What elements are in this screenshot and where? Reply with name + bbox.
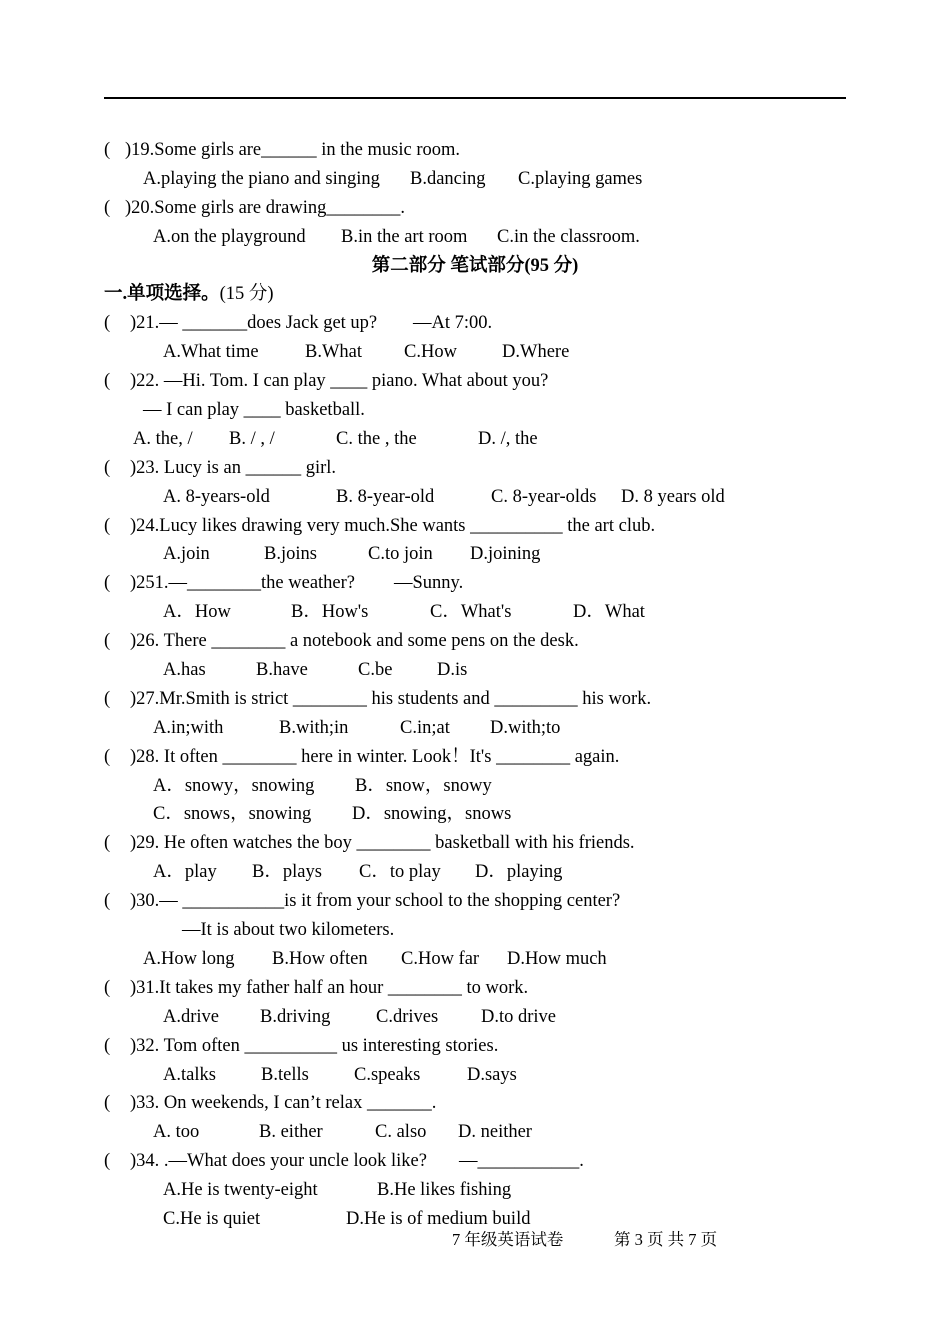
option-a: A. 8-years-old xyxy=(163,486,270,507)
dialogue-answer: —___________. xyxy=(459,1151,584,1172)
part-score: (15 分) xyxy=(219,284,274,305)
option-a: A. too xyxy=(153,1122,200,1143)
option-b: B.have xyxy=(256,660,308,681)
answer-bracket: ( xyxy=(104,746,111,767)
question-stem: )23. Lucy is an ______ girl. xyxy=(130,457,337,478)
option-d: D.He is of medium build xyxy=(346,1208,531,1229)
question-stem: )27.Mr.Smith is strict ________ his students and _________ his work. xyxy=(130,688,652,709)
answer-bracket: ( xyxy=(104,1093,111,1114)
option-d: D．playing xyxy=(475,862,563,883)
question-stem: )251.—________the weather? xyxy=(130,573,356,594)
question-23 xyxy=(0,454,950,483)
option-a: A.playing the piano and singing xyxy=(143,168,380,189)
option-d: D.says xyxy=(467,1064,517,1085)
question-22-options xyxy=(0,425,950,454)
option-b: B.joins xyxy=(264,544,317,565)
question-26 xyxy=(0,627,950,656)
option-c: C.How xyxy=(404,342,457,363)
option-b: B.driving xyxy=(260,1006,331,1027)
question-32-options xyxy=(0,1061,950,1090)
answer-bracket: ( xyxy=(104,515,111,536)
dialogue-reply: — I can play ____ basketball. xyxy=(143,400,365,421)
answer-bracket: ( xyxy=(104,457,111,478)
dialogue-reply: —It is about two kilometers. xyxy=(182,920,395,941)
question-29 xyxy=(0,829,950,858)
answer-bracket: ( xyxy=(104,977,111,998)
footer-exam-title: 7 年级英语试卷 xyxy=(452,1230,564,1249)
option-a: A. the, / xyxy=(133,428,193,449)
option-d: D.to drive xyxy=(481,1006,557,1027)
option-b: B. 8-year-old xyxy=(336,486,435,507)
question-stem: )31.It takes my father half an hour ________ to work. xyxy=(130,977,529,998)
option-a: A.in;with xyxy=(153,717,224,738)
option-b: B.dancing xyxy=(410,168,486,189)
option-b: B. / , / xyxy=(229,428,275,449)
option-c: C．to play xyxy=(359,862,441,883)
question-31-options xyxy=(0,1003,950,1032)
option-a: A.He is twenty-eight xyxy=(163,1180,318,1201)
question-28-options-cd xyxy=(0,800,950,829)
question-27-options xyxy=(0,714,950,743)
question-22-reply xyxy=(0,396,950,425)
answer-bracket: ( xyxy=(104,313,111,334)
question-25 xyxy=(0,569,950,598)
question-28 xyxy=(0,743,950,772)
question-30 xyxy=(0,887,950,916)
option-b: B.He likes fishing xyxy=(377,1180,512,1201)
question-stem: )24.Lucy likes drawing very much.She wants __________ the art club. xyxy=(130,515,656,536)
header-rule xyxy=(104,97,846,99)
question-28-options-ab xyxy=(0,772,950,801)
option-b: B.with;in xyxy=(279,717,349,738)
option-a: A.What time xyxy=(163,342,259,363)
question-22 xyxy=(0,367,950,396)
part-heading-row xyxy=(0,280,950,309)
page-footer xyxy=(0,1228,950,1252)
option-c: C．What's xyxy=(430,602,512,623)
option-a: A.drive xyxy=(163,1006,219,1027)
question-26-options xyxy=(0,656,950,685)
option-d: D. 8 years old xyxy=(621,486,725,507)
question-29-options xyxy=(0,858,950,887)
option-c: C. the , the xyxy=(336,428,417,449)
answer-bracket: ( xyxy=(104,833,111,854)
option-c: C.How far xyxy=(401,948,480,969)
option-b: B. either xyxy=(259,1122,323,1143)
option-b: B.What xyxy=(305,342,363,363)
question-34 xyxy=(0,1147,950,1176)
section-title-row xyxy=(0,252,950,281)
answer-bracket: ( xyxy=(104,891,111,912)
answer-bracket: ( xyxy=(104,140,111,160)
question-33 xyxy=(0,1089,950,1118)
option-a: A．play xyxy=(153,862,217,883)
option-b: B.tells xyxy=(261,1064,309,1085)
question-23-options xyxy=(0,483,950,512)
answer-bracket: ( xyxy=(104,1035,111,1056)
dialogue-answer: —At 7:00. xyxy=(413,313,493,334)
question-20 xyxy=(0,194,950,223)
question-21-options xyxy=(0,338,950,367)
option-d: D.Where xyxy=(502,342,570,363)
option-c: C.to join xyxy=(368,544,433,565)
option-d: D.How much xyxy=(507,948,607,969)
question-stem: )33. On weekends, I can’t relax _______. xyxy=(130,1093,437,1114)
question-stem: )32. Tom often __________ us interesting stories. xyxy=(130,1035,499,1056)
question-stem: )21.— _______does Jack get up? xyxy=(130,313,378,334)
option-d: D.with;to xyxy=(490,717,561,738)
option-c: C.playing games xyxy=(518,168,643,189)
question-stem: )30.— ___________is it from your school to the shopping center? xyxy=(130,891,621,912)
answer-bracket: ( xyxy=(104,631,111,652)
option-c: C.speaks xyxy=(354,1064,421,1085)
question-27 xyxy=(0,685,950,714)
exam-content xyxy=(0,136,950,1234)
option-b: B．How's xyxy=(291,602,369,623)
option-c: C. also xyxy=(375,1122,427,1143)
question-31 xyxy=(0,974,950,1003)
option-b: B．snow，snowy xyxy=(355,775,492,796)
option-c: C．snows，snowing xyxy=(153,804,312,825)
answer-bracket: ( xyxy=(104,197,111,218)
answer-bracket: ( xyxy=(104,573,111,594)
option-a: A.join xyxy=(163,544,210,565)
option-b: B.How often xyxy=(272,948,368,969)
question-25-options xyxy=(0,598,950,627)
question-21 xyxy=(0,309,950,338)
question-24-options xyxy=(0,540,950,569)
option-b: B.in the art room xyxy=(341,226,468,247)
option-d: D. /, the xyxy=(478,428,538,449)
question-19 xyxy=(0,136,950,165)
option-a: A.has xyxy=(163,660,206,681)
question-30-reply xyxy=(0,916,950,945)
question-34-options-ab xyxy=(0,1176,950,1205)
option-a: A.talks xyxy=(163,1064,216,1085)
option-d: D.is xyxy=(437,660,468,681)
option-c: C.be xyxy=(358,660,393,681)
question-19-options xyxy=(0,165,950,194)
part-heading-text: 一.单项选择。 xyxy=(104,284,220,305)
option-a: A．How xyxy=(163,602,231,623)
question-33-options xyxy=(0,1118,950,1147)
option-b: B．plays xyxy=(252,862,322,883)
option-d: D．What xyxy=(573,602,645,623)
question-20-options xyxy=(0,223,950,252)
question-stem: )34. .—What does your uncle look like? xyxy=(130,1151,427,1172)
answer-bracket: ( xyxy=(104,688,111,709)
part-heading xyxy=(104,280,274,309)
option-c: C.drives xyxy=(376,1006,439,1027)
question-stem: )29. He often watches the boy ________ basketball with his friends. xyxy=(130,833,635,854)
option-a: A.on the playground xyxy=(153,226,306,247)
answer-bracket: ( xyxy=(104,1151,111,1172)
option-c: C. 8-year-olds xyxy=(491,486,597,507)
question-stem: )26. There ________ a notebook and some pens on the desk. xyxy=(130,631,579,652)
dialogue-answer: —Sunny. xyxy=(394,573,464,594)
option-d: D.joining xyxy=(470,544,541,565)
option-d: D．snowing，snows xyxy=(352,804,512,825)
answer-bracket: ( xyxy=(104,371,111,392)
question-stem: )20.Some girls are drawing________. xyxy=(125,197,406,218)
option-d: D. neither xyxy=(458,1122,532,1143)
footer-page-number: 第 3 页 共 7 页 xyxy=(614,1230,718,1249)
question-stem: )19.Some girls are______ in the music room. xyxy=(125,140,461,160)
question-32 xyxy=(0,1032,950,1061)
section-title: 第二部分 笔试部分(95 分) xyxy=(371,255,579,276)
question-30-options xyxy=(0,945,950,974)
question-stem: )22. —Hi. Tom. I can play ____ piano. What about you? xyxy=(130,371,549,392)
option-c: C.He is quiet xyxy=(163,1208,261,1229)
option-a: A.How long xyxy=(143,948,235,969)
option-a: A．snowy，snowing xyxy=(153,775,315,796)
question-24 xyxy=(0,512,950,541)
option-c: C.in the classroom. xyxy=(497,226,640,247)
question-stem: )28. It often ________ here in winter. Look！It's ________ again. xyxy=(130,746,620,767)
option-c: C.in;at xyxy=(400,717,450,738)
